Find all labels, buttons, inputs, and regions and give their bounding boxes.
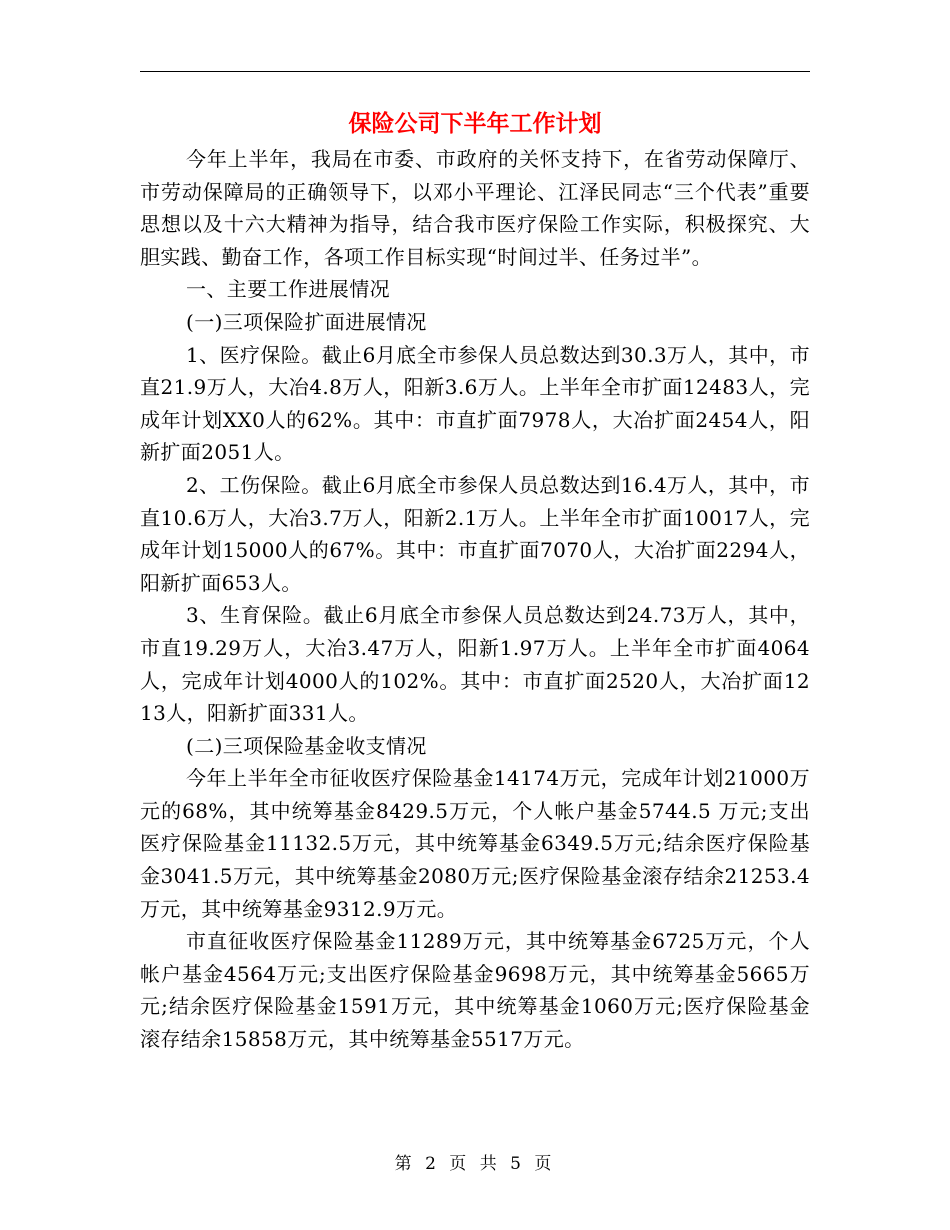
subsection-heading-funds: (二)三项保险基金收支情况 [186, 733, 427, 758]
subsection-heading-coverage: (一)三项保险扩面进展情况 [186, 309, 427, 334]
direct-city-fund-paragraph: 市直征收医疗保险基金11289万元，其中统筹基金6725万元，个人帐户基金4564万元;支出医疗保险基金9698万元，其中统筹基金5665万元;结余医疗保险基金1591万元，其中统筹基金1060万元;医疗保险基金滚存结余15858万元，其中统筹基金5517万元。 [140, 929, 810, 1052]
section-heading-main-progress: 一、主要工作进展情况 [186, 277, 390, 302]
work-injury-insurance-paragraph: 2、工伤保险。截止6月底全市参保人员总数达到16.4万人，其中，市直10.6万人，大冶3.7万人，阳新2.1万人。上半年全市扩面10017人，完成年计划15000人的67%。其中：市直扩面7070人，大冶扩面2294人，阳新扩面653人。 [140, 472, 810, 595]
medical-insurance-paragraph: 1、医疗保险。截止6月底全市参保人员总数达到30.3万人，其中，市直21.9万人，大冶4.8万人，阳新3.6万人。上半年全市扩面12483人，完成年计划XX0人的62%。其中：市直扩面7978人，大冶扩面2454人，阳新扩面2051人。 [140, 342, 810, 465]
intro-paragraph: 今年上半年，我局在市委、市政府的关怀支持下，在省劳动保障厅、市劳动保障局的正确领导下，以邓小平理论、江泽民同志“三个代表”重要思想以及十六大精神为指导，结合我市医疗保险工作实际，积极探究、大胆实践、勤奋工作，各项工作目标实现“时间过半、任务过半”。 [140, 147, 810, 269]
city-fund-paragraph: 今年上半年全市征收医疗保险基金14174万元，完成年计划21000万元的68%，其中统筹基金8429.5万元，个人帐户基金5744.5 万元;支出医疗保险基金11132.5万元，其中统筹基金6349.5万元;结余医疗保险基金3041.5万元，其中统筹基金2080万元;医疗保险基金滚存结余21253.4万元，其中统筹基金9312.9万元。 [140, 766, 810, 921]
maternity-insurance-paragraph: 3、生育保险。截止6月底全市参保人员总数达到24.73万人，其中，市直19.29万人，大冶3.47万人，阳新1.97万人。上半年全市扩面4064人，完成年计划4000人的102%。其中：市直扩面2520人，大冶扩面1213人，阳新扩面331人。 [140, 603, 810, 726]
header-rule [140, 71, 810, 72]
document-title: 保险公司下半年工作计划 [348, 111, 602, 137]
document-body [140, 143, 810, 1056]
page-number-footer: 第 2 页 共 5 页 [394, 1154, 556, 1174]
